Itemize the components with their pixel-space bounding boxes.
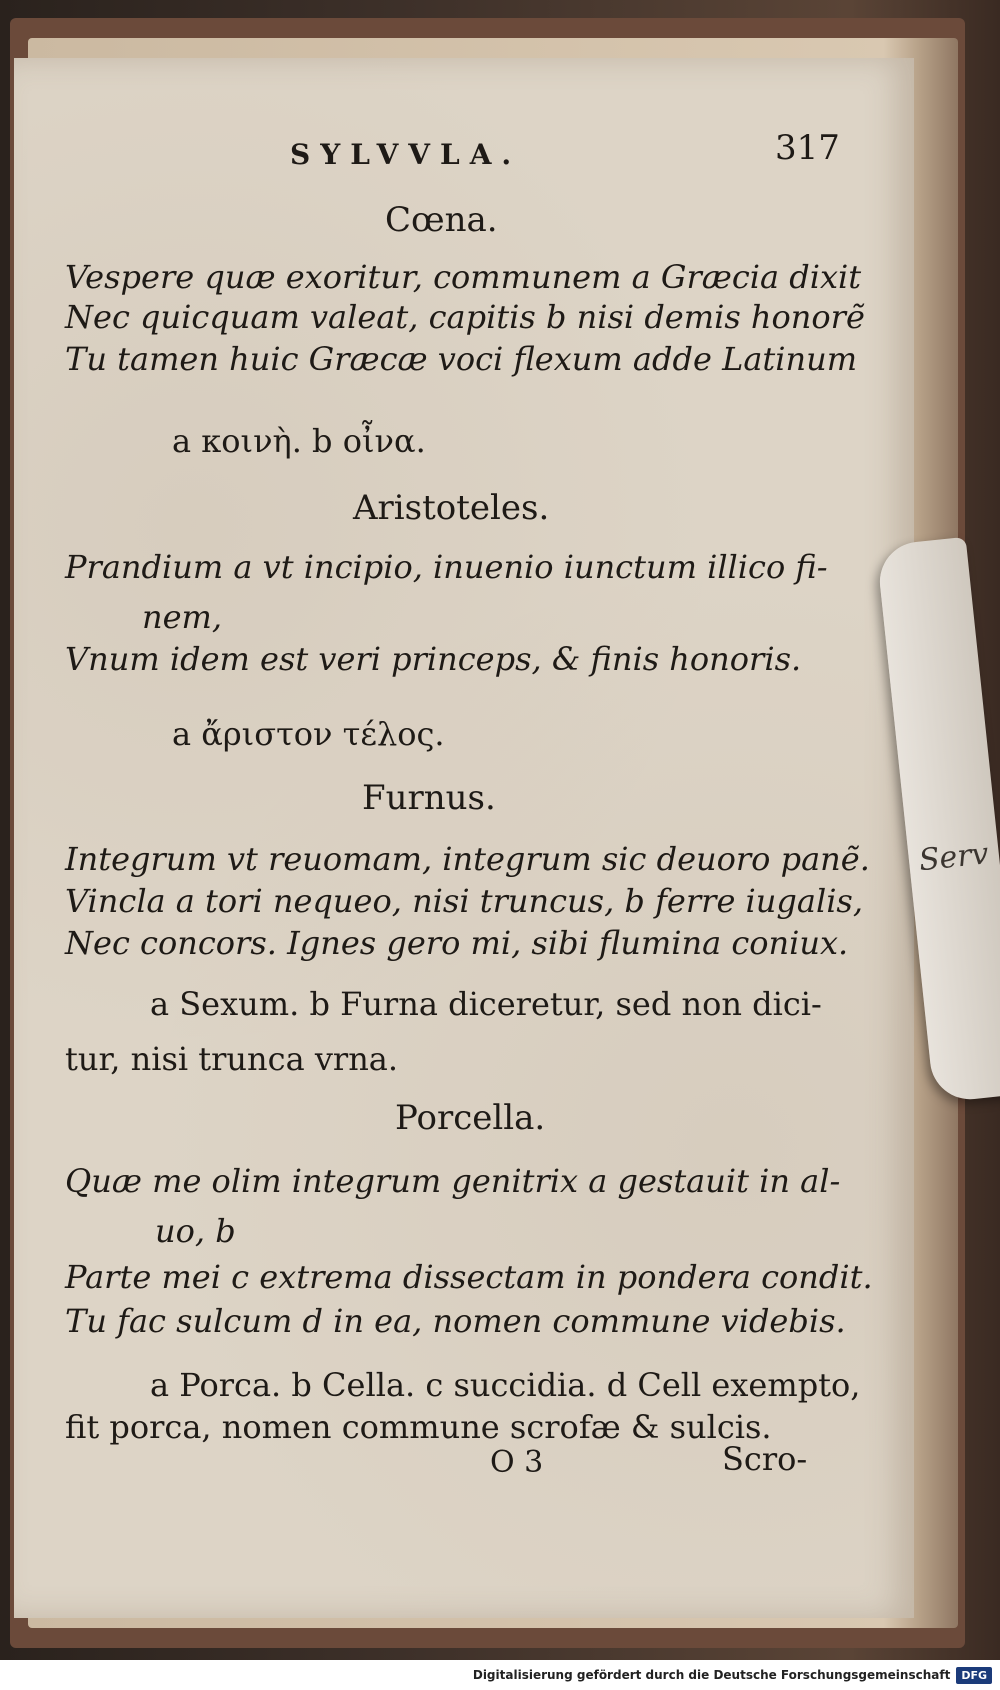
verse-line: Nec quicquam valeat, capitis b nisi demis honorẽ — [65, 298, 865, 336]
credit-text: Digitalisierung gefördert durch die Deutsche Forschungsgemeinschaft — [472, 1668, 951, 1682]
verse-line: Tu tamen huic Græcæ voci flexum adde Latinum — [65, 340, 858, 378]
verse-line: Tu fac sulcum d in ea, nomen commune videbis. — [65, 1302, 846, 1340]
verse-line: Parte mei c extrema dissectam in pondera condit. — [65, 1258, 873, 1296]
note-line: a Sexum. b Furna diceretur, sed non dici- — [150, 985, 822, 1023]
greek-note: a ἄριστον τέλος. — [172, 715, 445, 753]
digitization-credit — [0, 1660, 1000, 1690]
verse-line: nem, — [142, 598, 223, 636]
note-line: a Porca. b Cella. c succidia. d Cell exempto, — [150, 1366, 861, 1404]
bookmark-text: Serv — [917, 836, 991, 879]
running-title: SYLVVLA. — [290, 138, 522, 171]
signature-mark: O 3 — [490, 1445, 544, 1480]
note-line: fit porca, nomen commune scrofæ & sulcis. — [65, 1408, 772, 1446]
note-line: tur, nisi trunca vrna. — [65, 1040, 399, 1078]
verse-line: Vespere quæ exoritur, communem a Græcia dixit — [65, 258, 862, 296]
section-title: Furnus. — [362, 778, 496, 818]
verse-line: Quæ me olim integrum genitrix a gestauit in al- — [65, 1162, 841, 1200]
section-title: Aristoteles. — [353, 488, 550, 528]
catchword: Scro- — [722, 1440, 808, 1478]
verse-line: Integrum vt reuomam, integrum sic deuoro panẽ. — [65, 840, 870, 878]
dfg-logo: DFG — [956, 1667, 992, 1684]
section-title: Porcella. — [395, 1098, 546, 1138]
greek-note: a κοινὴ. b οἶνα. — [172, 422, 426, 460]
section-title: Cœna. — [385, 200, 498, 240]
verse-line: Vincla a tori nequeo, nisi truncus, b ferre iugalis, — [65, 882, 864, 920]
verse-line: uo, b — [155, 1212, 236, 1250]
verse-line: Prandium a vt incipio, inuenio iunctum illico fi- — [65, 548, 828, 586]
page-number: 317 — [775, 128, 840, 168]
verse-line: Nec concors. Ignes gero mi, sibi flumina coniux. — [65, 924, 849, 962]
verse-line: Vnum idem est veri princeps, & finis honoris. — [65, 640, 802, 678]
